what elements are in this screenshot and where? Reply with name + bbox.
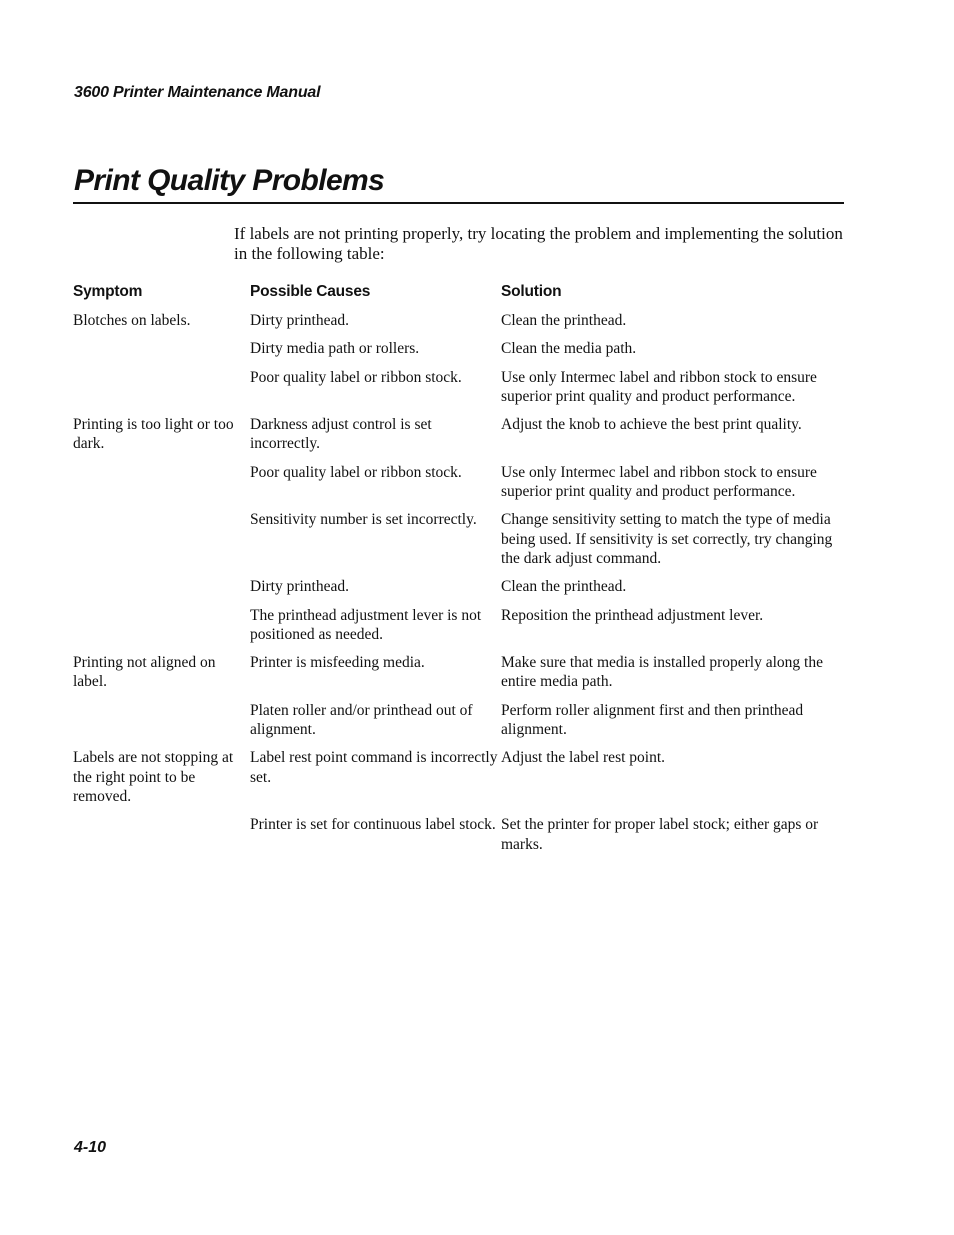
table-row (73, 463, 849, 511)
solution-cell: Use only Intermec label and ribbon stock to ensure superior print quality and product performance. (501, 368, 817, 405)
symptom-cell (73, 463, 250, 511)
running-header: 3600 Printer Maintenance Manual (74, 84, 321, 101)
table-row (73, 748, 849, 815)
table-header-row (73, 283, 849, 311)
cause-cell: Sensitivity number is set incorrectly. (250, 511, 477, 529)
cause-cell: Darkness adjust control is set incorrectly. (250, 416, 432, 453)
header-possible-causes: Possible Causes (250, 283, 371, 300)
symptom-cell: Blotches on labels. (73, 312, 191, 329)
cause-cell: Label rest point command is incorrectly set. (250, 749, 498, 786)
cause-cell: Printer is misfeeding media. (250, 654, 425, 672)
header-solution: Solution (501, 283, 562, 300)
intro-paragraph: If labels are not printing properly, try locating the problem and implementing the solution in the following table: (234, 224, 843, 263)
symptom-cell (73, 815, 250, 863)
header-symptom: Symptom (73, 283, 143, 300)
cause-cell: Printer is set for continuous label stock. (250, 816, 496, 834)
solution-cell: Change sensitivity setting to match the type of media being used. If sensitivity is set correctly, try changing the dark adjust command. (501, 511, 833, 567)
solution-cell: Adjust the label rest point. (501, 749, 666, 767)
page-number: 4-10 (74, 1139, 107, 1156)
symptom-cell: Printing is too light or too dark. (73, 416, 234, 453)
solution-cell: Clean the media path. (501, 340, 637, 358)
cause-cell: Platen roller and/or printhead out of alignment. (250, 701, 473, 739)
table-row (73, 701, 849, 749)
solution-cell: Use only Intermec label and ribbon stock to ensure superior print quality and product performance. (501, 463, 817, 501)
cause-cell: Dirty media path or rollers. (250, 340, 420, 358)
title-rule (73, 202, 844, 204)
table-row (73, 510, 849, 577)
table-row (73, 415, 849, 463)
cause-cell: Poor quality label or ribbon stock. (250, 463, 462, 481)
solution-cell: Make sure that media is installed properly along the entire media path. (501, 654, 823, 691)
cause-cell: The printhead adjustment lever is not positioned as needed. (250, 606, 482, 643)
table-row (73, 606, 849, 654)
symptom-cell (73, 606, 250, 654)
cause-cell: Dirty printhead. (250, 578, 350, 596)
table-row (73, 577, 849, 605)
solution-cell: Clean the printhead. (501, 312, 627, 329)
cause-cell: Dirty printhead. (250, 312, 350, 329)
section-title: Print Quality Problems (74, 164, 385, 197)
solution-cell: Clean the printhead. (501, 578, 627, 596)
symptom-cell (73, 339, 250, 367)
table-row (73, 339, 849, 367)
symptom-cell (73, 510, 250, 577)
solution-cell: Set the printer for proper label stock; either gaps or marks. (501, 816, 819, 853)
cause-cell: Poor quality label or ribbon stock. (250, 368, 462, 386)
troubleshooting-table (73, 283, 849, 863)
table-row (73, 368, 849, 416)
symptom-cell (73, 701, 250, 749)
solution-cell: Perform roller alignment first and then printhead alignment. (501, 701, 804, 739)
symptom-cell (73, 577, 250, 605)
table-row (73, 311, 849, 339)
solution-cell: Reposition the printhead adjustment lever. (501, 606, 764, 624)
symptom-cell: Labels are not stopping at the right point to be removed. (73, 749, 234, 805)
solution-cell: Adjust the knob to achieve the best print quality. (501, 416, 802, 434)
table-row (73, 815, 849, 863)
table-row (73, 653, 849, 701)
symptom-cell (73, 368, 250, 416)
symptom-cell: Printing not aligned on label. (73, 654, 216, 691)
